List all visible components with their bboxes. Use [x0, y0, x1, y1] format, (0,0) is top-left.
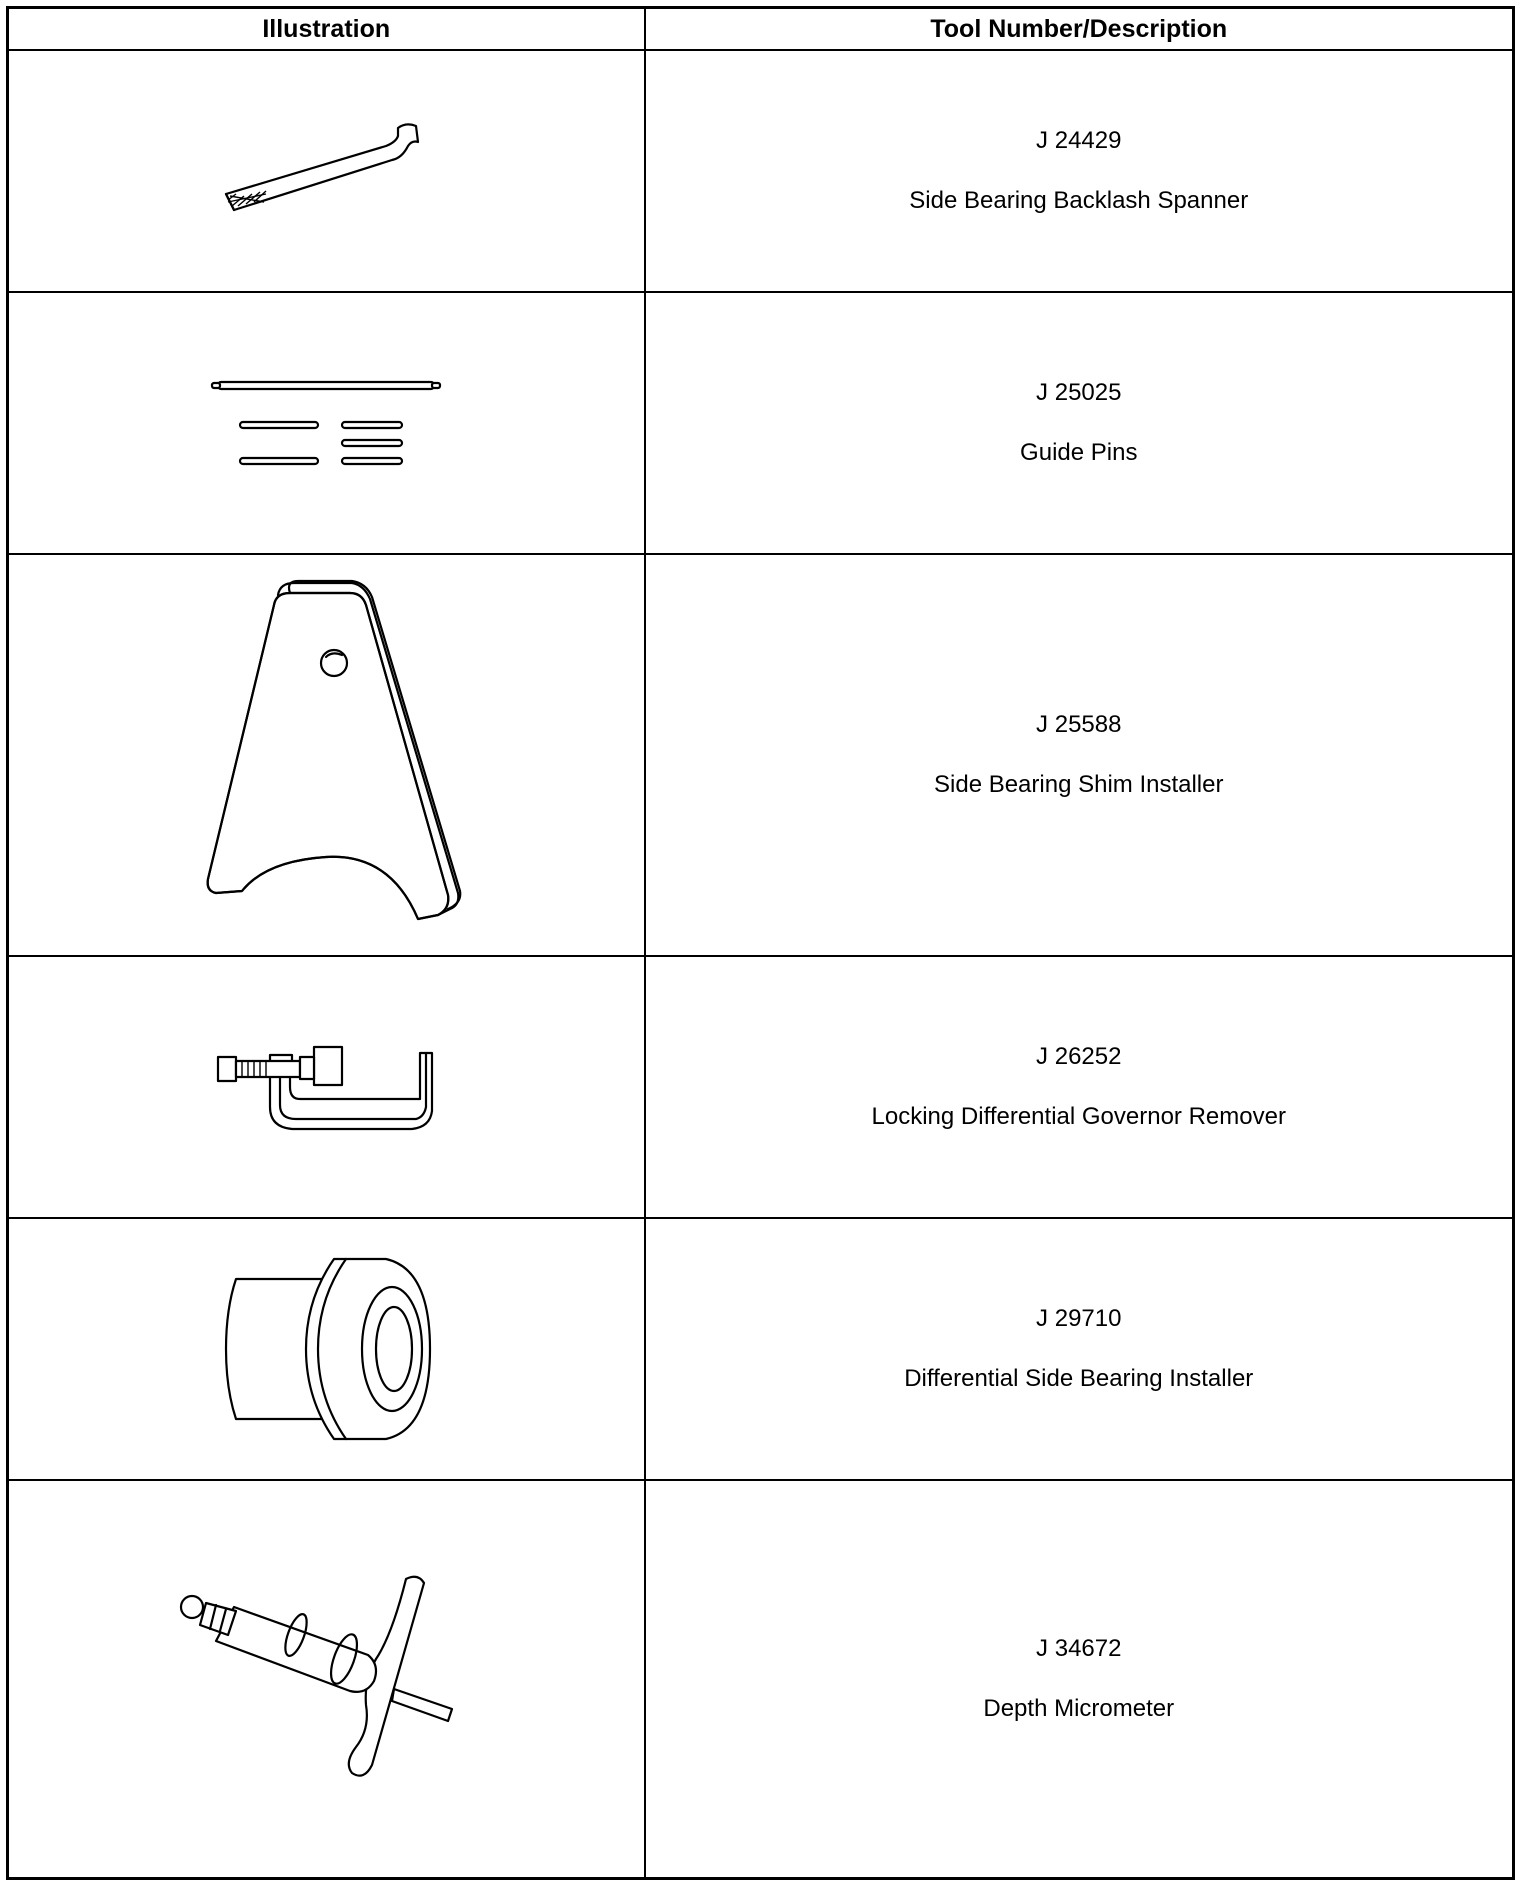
description-cell [645, 956, 1514, 1218]
tool-number: J 26252 [1036, 1043, 1122, 1071]
description-cell [645, 292, 1514, 554]
table-row [8, 1480, 1514, 1878]
table-header-row [8, 8, 1514, 51]
illustration-cell [8, 1218, 645, 1480]
illustration-cell [8, 292, 645, 554]
bearing-installer-illustration [206, 1249, 446, 1449]
guide-pins-illustration [206, 368, 446, 478]
governor-remover-illustration [206, 1027, 446, 1147]
depth-micrometer-illustration [176, 1559, 476, 1799]
tool-description: Differential Side Bearing Installer [904, 1365, 1254, 1392]
special-tools-table [6, 6, 1515, 1880]
tool-description: Depth Micrometer [983, 1694, 1175, 1722]
tool-description: Side Bearing Shim Installer [934, 771, 1224, 798]
tool-number: J 24429 [1036, 127, 1122, 155]
illustration-cell [8, 956, 645, 1218]
table-row [8, 554, 1514, 956]
description-cell [645, 554, 1514, 956]
spanner-illustration [206, 116, 446, 226]
illustration-cell [8, 50, 645, 292]
table-row [8, 1218, 1514, 1480]
illustration-column-header: Illustration [8, 8, 645, 51]
illustration-cell [8, 554, 645, 956]
illustration-cell [8, 1480, 645, 1878]
tool-number: J 25588 [1036, 711, 1122, 739]
tool-number: J 25025 [1036, 379, 1122, 407]
tool-description: Guide Pins [1020, 439, 1138, 466]
table-row [8, 956, 1514, 1218]
tool-number: J 34672 [1036, 1635, 1122, 1663]
table-row [8, 50, 1514, 292]
description-cell [645, 1480, 1514, 1878]
tool-column-header: Tool Number/Description [645, 8, 1514, 51]
tool-number: J 29710 [1036, 1305, 1122, 1333]
tool-description: Side Bearing Backlash Spanner [909, 187, 1249, 214]
table-row [8, 292, 1514, 554]
shim-installer-illustration [176, 575, 476, 935]
tool-description: Locking Differential Governor Remover [871, 1103, 1286, 1130]
description-cell [645, 50, 1514, 292]
description-cell [645, 1218, 1514, 1480]
